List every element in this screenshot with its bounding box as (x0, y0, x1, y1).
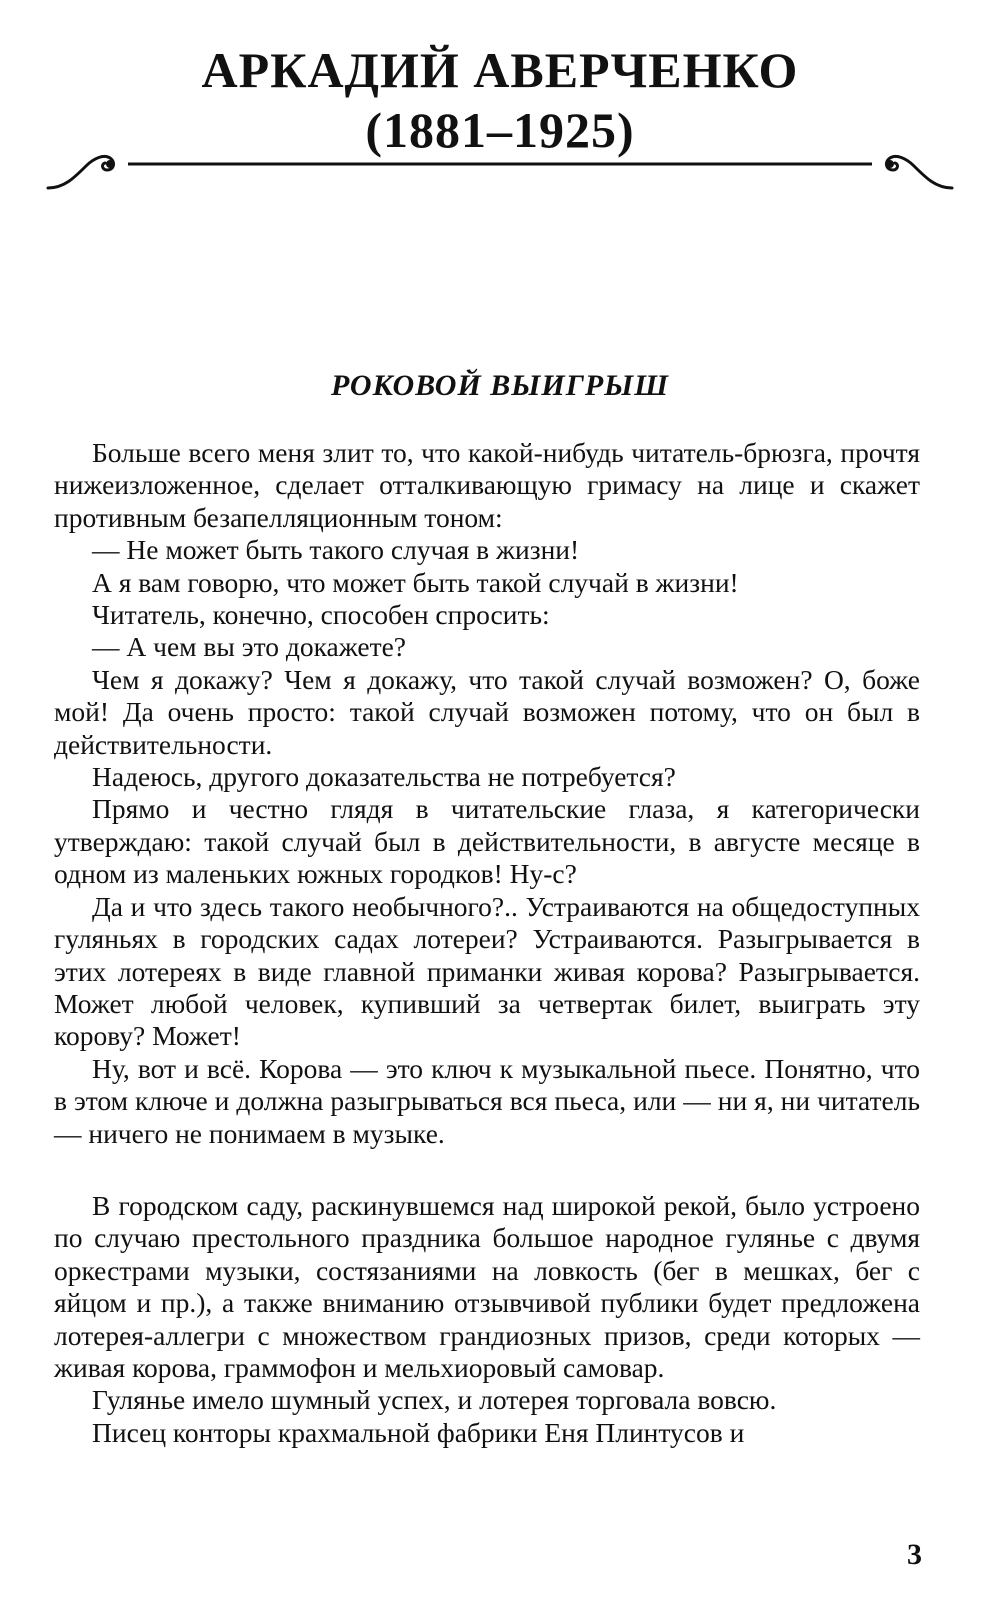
page-number: 3 (907, 1538, 922, 1571)
author-name: АРКАДИЙ АВЕРЧЕНКО (201, 42, 799, 98)
paragraph: Да и что здесь такого необычного?.. Устраиваются на общедоступных гуляньях в городских садах лотереи? Устраиваются. Разыгрывается в этих лотереях в виде главной приманки живая корова? Разыгрывается. Может любой человек, купивший за четвертак билет, выиграть эту корову? Может! (54, 890, 920, 1052)
story-title: РОКОВОЙ ВЫИГРЫШ (330, 369, 670, 402)
paragraph: Гулянье имело шумный успех, и лотерея торговала вовсю. (92, 1384, 777, 1416)
paragraph: Прямо и честно глядя в читательские глаза, я категорически утверждаю: такой случай был в действительности, в августе месяце в одном из маленьких южных городков! Ну-с? (54, 793, 920, 890)
swirl-right-icon (886, 156, 952, 188)
paragraph: — Не может быть такого случая в жизни! (92, 534, 580, 566)
story-body (54, 437, 920, 1449)
paragraph: — А чем вы это докажете? (92, 631, 407, 663)
paragraph: Надеюсь, другого доказательства не потребуется? (92, 761, 676, 793)
paragraph: Ну, вот и всё. Корова — это ключ к музыкальной пьесе. Понятно, что в этом ключе и должна разыгрываться вся пьеса, или — ни я, ни читатель — ничего не понимаем в музыке. (54, 1052, 920, 1149)
paragraph: Читатель, конечно, способен спросить: (92, 599, 550, 631)
paragraph: В городском саду, раскинувшемся над широкой рекой, было устроено по случаю престольного праздника большое народное гулянье с двумя оркестрами музыки, состязаниями на ловкость (бег в мешках, бег с яйцом и пр.), а также вниманию отзывчивой публики будет предложена лотерея-аллегри с множеством грандиозных призов, среди которых — живая корова, граммофон и мельхиоровый самовар. (54, 1189, 920, 1383)
paragraph: Писец конторы крахмальной фабрики Еня Плинтусов и (92, 1416, 745, 1448)
author-heading (0, 40, 1000, 160)
paragraph: А я вам говорю, что может быть такой случай в жизни! (92, 566, 739, 598)
title-ornament (44, 148, 956, 196)
section-break (54, 1150, 920, 1190)
author-years: (1881–1925) (365, 102, 635, 158)
paragraph: Больше всего меня злит то, что какой-нибудь читатель-брюзга, прочтя нижеизложенное, сделает отталкивающую гримасу на лице и скажет противным безапелляционным тоном: (54, 437, 920, 533)
paragraph: Чем я докажу? Чем я докажу, что такой случай возможен? О, боже мой! Да очень просто: такой случай возможен потому, что он был в действительности. (54, 663, 920, 760)
swirl-left-icon (48, 156, 114, 188)
